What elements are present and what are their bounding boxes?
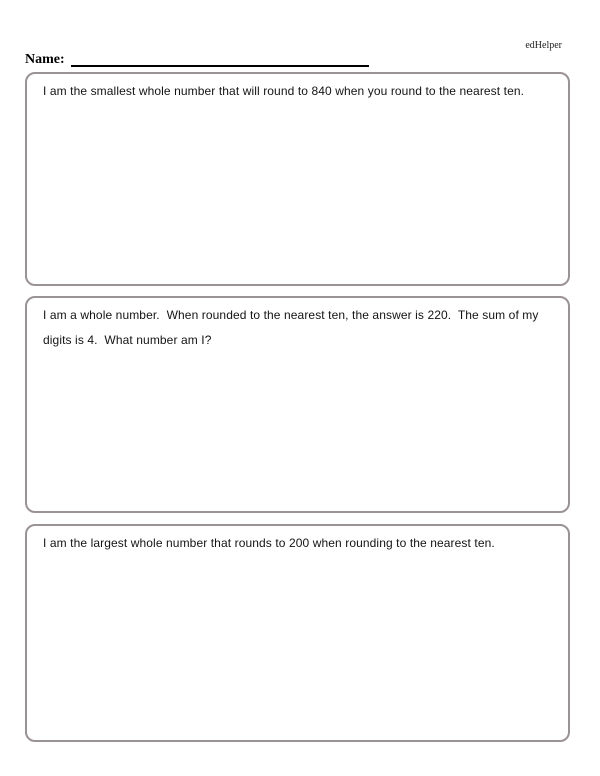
question-box-2 <box>25 296 570 513</box>
name-blank-line <box>71 65 369 67</box>
question-text-1: I am the smallest whole number that will round to 840 when you round to the nearest ten. <box>43 84 525 98</box>
brand-text: edHelper <box>525 40 562 51</box>
question-box-1 <box>25 72 570 286</box>
question-text-2: I am a whole number. When rounded to the nearest ten, the answer is 220. The sum of my digits is 4. What number am I? <box>43 308 542 347</box>
question-box-3 <box>25 524 570 742</box>
question-text-3: I am the largest whole number that rounds to 200 when rounding to the nearest ten. <box>43 536 495 550</box>
name-label: Name: <box>25 52 65 67</box>
name-row <box>25 52 369 68</box>
